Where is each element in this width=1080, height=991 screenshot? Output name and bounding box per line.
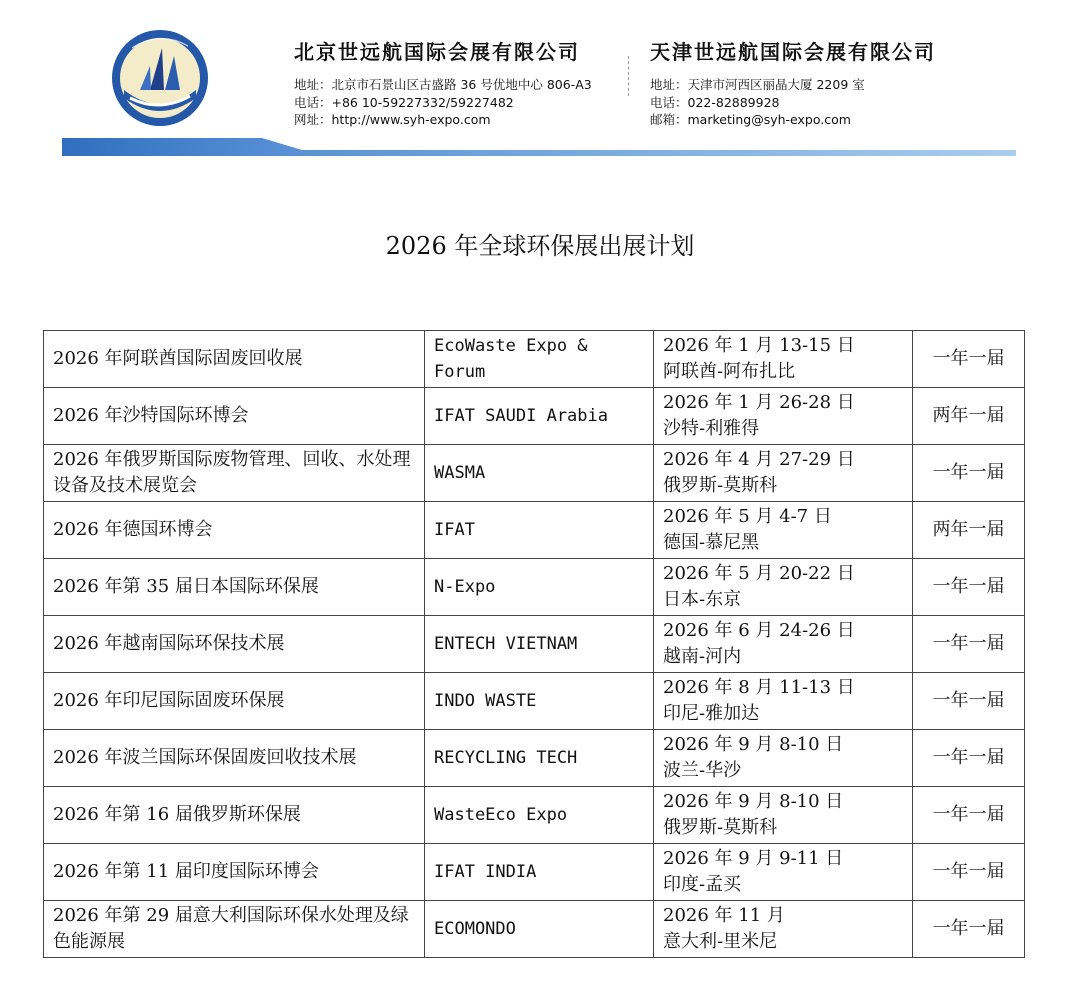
expo-name-cell: 2026 年俄罗斯国际废物管理、回收、水处理设备及技术展览会	[44, 445, 425, 502]
expo-date: 2026 年 9 月 8-10 日	[663, 791, 844, 812]
table-row	[44, 730, 1025, 787]
expo-location: 印度-孟买	[663, 874, 742, 895]
expo-location: 俄罗斯-莫斯科	[663, 475, 778, 496]
expo-frequency-cell: 一年一届	[913, 559, 1025, 616]
expo-location: 德国-慕尼黑	[663, 532, 760, 553]
expo-name-cell: 2026 年沙特国际环博会	[44, 388, 425, 445]
table-row	[44, 502, 1025, 559]
page-title: 2026 年全球环保展出展计划	[385, 232, 695, 260]
expo-english-name-cell: ECOMONDO	[425, 901, 654, 958]
expo-date: 2026 年 1 月 26-28 日	[663, 392, 855, 413]
header-banner	[62, 138, 1016, 158]
expo-date: 2026 年 8 月 11-13 日	[663, 677, 855, 698]
expo-frequency-cell: 一年一届	[913, 445, 1025, 502]
expo-location: 意大利-里米尼	[663, 931, 778, 952]
expo-english-name-cell: EcoWaste Expo & Forum	[425, 331, 654, 388]
company-beijing	[294, 36, 592, 129]
expo-date-location-cell	[654, 901, 913, 958]
expo-plan-table	[43, 330, 1025, 958]
expo-frequency-cell: 一年一届	[913, 616, 1025, 673]
expo-name-cell: 2026 年第 11 届印度国际环博会	[44, 844, 425, 901]
company-tianjin-address: 地址：天津市河西区丽晶大厦 2209 室	[650, 77, 865, 92]
expo-english-name-cell: ENTECH VIETNAM	[425, 616, 654, 673]
expo-english-name-cell: INDO WASTE	[425, 673, 654, 730]
expo-frequency-cell: 一年一届	[913, 673, 1025, 730]
expo-name-cell: 2026 年波兰国际环保固废回收技术展	[44, 730, 425, 787]
company-tianjin	[650, 36, 936, 129]
expo-date: 2026 年 9 月 9-11 日	[663, 848, 844, 869]
company-tianjin-email[interactable]: 邮箱：marketing@syh-expo.com	[650, 112, 851, 127]
expo-name-cell: 2026 年阿联酋国际固废回收展	[44, 331, 425, 388]
company-beijing-name: 北京世远航国际会展有限公司	[294, 40, 580, 64]
table-row	[44, 844, 1025, 901]
company-tianjin-name: 天津世远航国际会展有限公司	[650, 40, 936, 64]
table-row	[44, 445, 1025, 502]
expo-date: 2026 年 1 月 13-15 日	[663, 335, 855, 356]
company-beijing-website[interactable]: 网址：http://www.syh-expo.com	[294, 112, 491, 127]
expo-english-name-cell: WASMA	[425, 445, 654, 502]
expo-frequency-cell: 一年一届	[913, 787, 1025, 844]
expo-frequency-cell: 一年一届	[913, 844, 1025, 901]
expo-date-location-cell	[654, 331, 913, 388]
expo-english-name-cell: IFAT	[425, 502, 654, 559]
expo-frequency-cell: 两年一届	[913, 502, 1025, 559]
expo-date: 2026 年 9 月 8-10 日	[663, 734, 844, 755]
expo-date: 2026 年 5 月 4-7 日	[663, 506, 832, 527]
expo-date-location-cell	[654, 502, 913, 559]
expo-english-name-cell: IFAT SAUDI Arabia	[425, 388, 654, 445]
expo-date-location-cell	[654, 616, 913, 673]
expo-date: 2026 年 4 月 27-29 日	[663, 449, 855, 470]
table-row	[44, 331, 1025, 388]
expo-english-name-cell: IFAT INDIA	[425, 844, 654, 901]
table-row	[44, 559, 1025, 616]
expo-name-cell: 2026 年德国环博会	[44, 502, 425, 559]
expo-name-cell: 2026 年第 29 届意大利国际环保水处理及绿色能源展	[44, 901, 425, 958]
expo-name-cell: 2026 年第 16 届俄罗斯环保展	[44, 787, 425, 844]
expo-location: 阿联酋-阿布扎比	[663, 361, 796, 382]
expo-date-location-cell	[654, 445, 913, 502]
expo-date: 2026 年 5 月 20-22 日	[663, 563, 855, 584]
expo-name-cell: 2026 年第 35 届日本国际环保展	[44, 559, 425, 616]
expo-name-cell: 2026 年越南国际环保技术展	[44, 616, 425, 673]
table-row	[44, 787, 1025, 844]
expo-frequency-cell: 一年一届	[913, 730, 1025, 787]
expo-english-name-cell: WasteEco Expo	[425, 787, 654, 844]
company-tianjin-phone: 电话：022-82889928	[650, 94, 780, 110]
table-row	[44, 616, 1025, 673]
expo-date-location-cell	[654, 844, 913, 901]
table-row	[44, 673, 1025, 730]
company-beijing-address: 地址：北京市石景山区古盛路 36 号优地中心 806-A3	[294, 77, 592, 92]
expo-date-location-cell	[654, 673, 913, 730]
expo-name-cell: 2026 年印尼国际固废环保展	[44, 673, 425, 730]
table-row	[44, 901, 1025, 958]
expo-location: 印尼-雅加达	[663, 703, 760, 724]
expo-date-location-cell	[654, 730, 913, 787]
expo-date-location-cell	[654, 388, 913, 445]
expo-date: 2026 年 11 月	[663, 905, 785, 926]
expo-date-location-cell	[654, 787, 913, 844]
expo-english-name-cell: RECYCLING TECH	[425, 730, 654, 787]
expo-location: 俄罗斯-莫斯科	[663, 817, 778, 838]
expo-location: 日本-东京	[663, 589, 742, 610]
expo-frequency-cell: 两年一届	[913, 388, 1025, 445]
company-beijing-phone: 电话：+86 10-59227332/59227482	[294, 94, 514, 110]
expo-frequency-cell: 一年一届	[913, 901, 1025, 958]
expo-location: 越南-河内	[663, 646, 742, 667]
table-row	[44, 388, 1025, 445]
expo-date-location-cell	[654, 559, 913, 616]
expo-date: 2026 年 6 月 24-26 日	[663, 620, 855, 641]
header-divider	[628, 56, 629, 96]
expo-frequency-cell: 一年一届	[913, 331, 1025, 388]
expo-english-name-cell: N-Expo	[425, 559, 654, 616]
company-logo	[110, 28, 210, 128]
expo-location: 波兰-华沙	[663, 760, 742, 781]
expo-location: 沙特-利雅得	[663, 418, 760, 439]
